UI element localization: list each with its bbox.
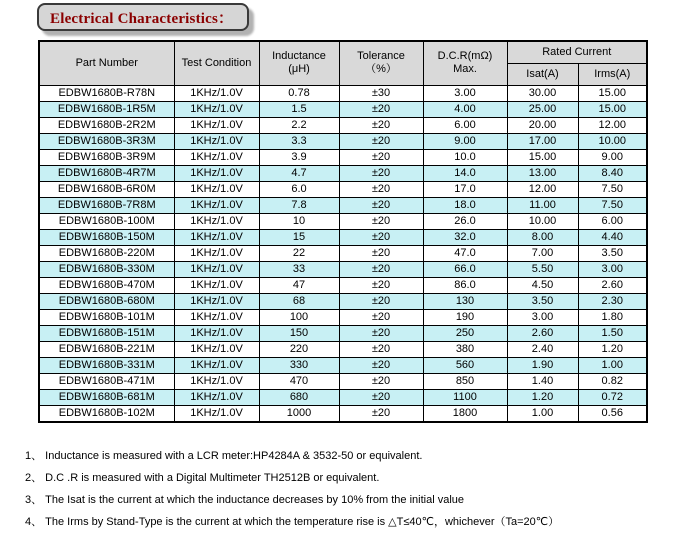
- table-row: [39, 85, 647, 101]
- cell-tolerance: ±20: [339, 373, 423, 389]
- cell-tolerance: ±20: [339, 341, 423, 357]
- cell-dcr-max: 1100: [423, 389, 507, 405]
- header-rated-current: Rated Current: [507, 41, 647, 63]
- cell-part-number: EDBW1680B-100M: [39, 213, 174, 229]
- cell-tolerance: ±20: [339, 325, 423, 341]
- table-row: [39, 245, 647, 261]
- cell-inductance: 1.5: [259, 101, 339, 117]
- table-row: [39, 293, 647, 309]
- table-row: [39, 133, 647, 149]
- cell-dcr-max: 17.0: [423, 181, 507, 197]
- cell-part-number: EDBW1680B-680M: [39, 293, 174, 309]
- header-tolerance: [339, 41, 423, 85]
- cell-test-condition: 1KHz/1.0V: [174, 149, 259, 165]
- electrical-characteristics-table: [38, 40, 648, 423]
- header-inductance-line1: Inductance: [272, 50, 326, 63]
- cell-test-condition: 1KHz/1.0V: [174, 117, 259, 133]
- cell-inductance: 7.8: [259, 197, 339, 213]
- cell-dcr-max: 850: [423, 373, 507, 389]
- header-row-1: [39, 41, 647, 63]
- cell-irms: 2.60: [578, 277, 647, 293]
- cell-tolerance: ±30: [339, 85, 423, 101]
- cell-isat: 1.00: [507, 405, 578, 422]
- cell-irms: 4.40: [578, 229, 647, 245]
- cell-inductance: 4.7: [259, 165, 339, 181]
- cell-test-condition: 1KHz/1.0V: [174, 357, 259, 373]
- cell-inductance: 47: [259, 277, 339, 293]
- cell-part-number: EDBW1680B-102M: [39, 405, 174, 422]
- table-row: [39, 229, 647, 245]
- cell-irms: 1.50: [578, 325, 647, 341]
- cell-dcr-max: 130: [423, 293, 507, 309]
- cell-test-condition: 1KHz/1.0V: [174, 181, 259, 197]
- table-row: [39, 357, 647, 373]
- table-row: [39, 341, 647, 357]
- table-row: [39, 277, 647, 293]
- cell-tolerance: ±20: [339, 389, 423, 405]
- table-row: [39, 405, 647, 422]
- footnotes: [25, 445, 665, 533]
- cell-isat: 1.90: [507, 357, 578, 373]
- cell-part-number: EDBW1680B-3R9M: [39, 149, 174, 165]
- cell-test-condition: 1KHz/1.0V: [174, 261, 259, 277]
- cell-isat: 15.00: [507, 149, 578, 165]
- table-row: [39, 213, 647, 229]
- cell-part-number: EDBW1680B-7R8M: [39, 197, 174, 213]
- cell-irms: 3.50: [578, 245, 647, 261]
- cell-irms: 1.20: [578, 341, 647, 357]
- cell-dcr-max: 14.0: [423, 165, 507, 181]
- cell-dcr-max: 26.0: [423, 213, 507, 229]
- cell-isat: 13.00: [507, 165, 578, 181]
- cell-irms: 3.00: [578, 261, 647, 277]
- cell-inductance: 330: [259, 357, 339, 373]
- cell-isat: 1.20: [507, 389, 578, 405]
- table-row: [39, 117, 647, 133]
- cell-dcr-max: 18.0: [423, 197, 507, 213]
- cell-isat: 20.00: [507, 117, 578, 133]
- cell-test-condition: 1KHz/1.0V: [174, 293, 259, 309]
- cell-test-condition: 1KHz/1.0V: [174, 165, 259, 181]
- cell-isat: 2.60: [507, 325, 578, 341]
- cell-part-number: EDBW1680B-R78N: [39, 85, 174, 101]
- cell-irms: 8.40: [578, 165, 647, 181]
- cell-tolerance: ±20: [339, 181, 423, 197]
- footnote-1: 1、 Inductance is measured with a LCR meter:HP4284A & 3532-50 or equivalent.: [25, 450, 423, 462]
- table-header: [39, 41, 647, 85]
- header-dcr: [423, 41, 507, 85]
- cell-inductance: 33: [259, 261, 339, 277]
- cell-irms: 12.00: [578, 117, 647, 133]
- cell-part-number: EDBW1680B-331M: [39, 357, 174, 373]
- cell-test-condition: 1KHz/1.0V: [174, 213, 259, 229]
- header-irms: Irms(A): [578, 63, 647, 85]
- table-row: [39, 309, 647, 325]
- cell-inductance: 68: [259, 293, 339, 309]
- cell-part-number: EDBW1680B-2R2M: [39, 117, 174, 133]
- cell-test-condition: 1KHz/1.0V: [174, 101, 259, 117]
- cell-isat: 8.00: [507, 229, 578, 245]
- cell-part-number: EDBW1680B-6R0M: [39, 181, 174, 197]
- cell-part-number: EDBW1680B-4R7M: [39, 165, 174, 181]
- cell-isat: 4.50: [507, 277, 578, 293]
- cell-tolerance: ±20: [339, 213, 423, 229]
- cell-tolerance: ±20: [339, 277, 423, 293]
- cell-tolerance: ±20: [339, 101, 423, 117]
- cell-irms: 1.80: [578, 309, 647, 325]
- cell-tolerance: ±20: [339, 293, 423, 309]
- cell-dcr-max: 250: [423, 325, 507, 341]
- cell-isat: 7.00: [507, 245, 578, 261]
- cell-test-condition: 1KHz/1.0V: [174, 309, 259, 325]
- cell-inductance: 2.2: [259, 117, 339, 133]
- cell-test-condition: 1KHz/1.0V: [174, 197, 259, 213]
- cell-inductance: 1000: [259, 405, 339, 422]
- cell-inductance: 15: [259, 229, 339, 245]
- cell-isat: 25.00: [507, 101, 578, 117]
- cell-part-number: EDBW1680B-220M: [39, 245, 174, 261]
- cell-part-number: EDBW1680B-150M: [39, 229, 174, 245]
- cell-inductance: 0.78: [259, 85, 339, 101]
- cell-irms: 7.50: [578, 197, 647, 213]
- section-title: Electrical Characteristics：: [50, 10, 234, 27]
- cell-tolerance: ±20: [339, 309, 423, 325]
- footnote-3: 3、 The Isat is the current at which the inductance decreases by 10% from the initial value: [25, 494, 465, 506]
- table-row: [39, 197, 647, 213]
- cell-isat: 3.00: [507, 309, 578, 325]
- cell-part-number: EDBW1680B-330M: [39, 261, 174, 277]
- cell-isat: 5.50: [507, 261, 578, 277]
- cell-isat: 1.40: [507, 373, 578, 389]
- header-part-number: Part Number: [39, 41, 174, 85]
- cell-inductance: 22: [259, 245, 339, 261]
- table-row: [39, 325, 647, 341]
- cell-part-number: EDBW1680B-471M: [39, 373, 174, 389]
- cell-irms: 1.00: [578, 357, 647, 373]
- cell-tolerance: ±20: [339, 133, 423, 149]
- cell-isat: 10.00: [507, 213, 578, 229]
- footnote-2: 2、 D.C .R is measured with a Digital Multimeter TH2512B or equivalent.: [25, 472, 380, 484]
- header-test-condition: Test Condition: [174, 41, 259, 85]
- section-title-box: [37, 3, 249, 31]
- cell-inductance: 470: [259, 373, 339, 389]
- cell-irms: 15.00: [578, 101, 647, 117]
- header-inductance-line2: (μH): [288, 63, 310, 76]
- cell-dcr-max: 560: [423, 357, 507, 373]
- footnote-4: 4、 The Irms by Stand-Type is the current at which the temperature rise is △T≤40℃，whichever（Ta=20℃）: [25, 516, 560, 528]
- cell-irms: 15.00: [578, 85, 647, 101]
- cell-isat: 2.40: [507, 341, 578, 357]
- header-dcr-line1: D.C.R(mΩ): [437, 50, 493, 63]
- cell-dcr-max: 10.0: [423, 149, 507, 165]
- header-tolerance-line2: （%）: [365, 63, 397, 76]
- cell-irms: 6.00: [578, 213, 647, 229]
- cell-inductance: 150: [259, 325, 339, 341]
- cell-dcr-max: 380: [423, 341, 507, 357]
- table-row: [39, 181, 647, 197]
- cell-irms: 7.50: [578, 181, 647, 197]
- cell-tolerance: ±20: [339, 229, 423, 245]
- cell-inductance: 680: [259, 389, 339, 405]
- cell-isat: 17.00: [507, 133, 578, 149]
- cell-dcr-max: 1800: [423, 405, 507, 422]
- cell-tolerance: ±20: [339, 197, 423, 213]
- cell-dcr-max: 4.00: [423, 101, 507, 117]
- cell-dcr-max: 3.00: [423, 85, 507, 101]
- header-tolerance-line1: Tolerance: [357, 50, 405, 63]
- cell-dcr-max: 47.0: [423, 245, 507, 261]
- cell-tolerance: ±20: [339, 149, 423, 165]
- cell-dcr-max: 6.00: [423, 117, 507, 133]
- cell-isat: 11.00: [507, 197, 578, 213]
- cell-irms: 2.30: [578, 293, 647, 309]
- cell-dcr-max: 86.0: [423, 277, 507, 293]
- cell-test-condition: 1KHz/1.0V: [174, 389, 259, 405]
- cell-test-condition: 1KHz/1.0V: [174, 277, 259, 293]
- cell-tolerance: ±20: [339, 165, 423, 181]
- cell-inductance: 6.0: [259, 181, 339, 197]
- table-row: [39, 373, 647, 389]
- cell-irms: 10.00: [578, 133, 647, 149]
- cell-test-condition: 1KHz/1.0V: [174, 133, 259, 149]
- cell-inductance: 220: [259, 341, 339, 357]
- table-row: [39, 149, 647, 165]
- cell-test-condition: 1KHz/1.0V: [174, 325, 259, 341]
- header-inductance: [259, 41, 339, 85]
- cell-dcr-max: 190: [423, 309, 507, 325]
- table-row: [39, 101, 647, 117]
- cell-test-condition: 1KHz/1.0V: [174, 85, 259, 101]
- cell-part-number: EDBW1680B-1R5M: [39, 101, 174, 117]
- cell-part-number: EDBW1680B-470M: [39, 277, 174, 293]
- table-row: [39, 389, 647, 405]
- cell-irms: 0.82: [578, 373, 647, 389]
- cell-inductance: 3.9: [259, 149, 339, 165]
- header-isat: Isat(A): [507, 63, 578, 85]
- cell-part-number: EDBW1680B-3R3M: [39, 133, 174, 149]
- cell-dcr-max: 66.0: [423, 261, 507, 277]
- table-body: [39, 85, 647, 422]
- cell-isat: 12.00: [507, 181, 578, 197]
- header-dcr-line2: Max.: [453, 63, 477, 76]
- cell-inductance: 10: [259, 213, 339, 229]
- cell-irms: 0.56: [578, 405, 647, 422]
- cell-tolerance: ±20: [339, 405, 423, 422]
- cell-irms: 0.72: [578, 389, 647, 405]
- cell-dcr-max: 32.0: [423, 229, 507, 245]
- cell-test-condition: 1KHz/1.0V: [174, 373, 259, 389]
- cell-inductance: 3.3: [259, 133, 339, 149]
- cell-tolerance: ±20: [339, 357, 423, 373]
- cell-part-number: EDBW1680B-681M: [39, 389, 174, 405]
- cell-inductance: 100: [259, 309, 339, 325]
- cell-tolerance: ±20: [339, 245, 423, 261]
- cell-part-number: EDBW1680B-101M: [39, 309, 174, 325]
- cell-part-number: EDBW1680B-151M: [39, 325, 174, 341]
- cell-test-condition: 1KHz/1.0V: [174, 341, 259, 357]
- cell-tolerance: ±20: [339, 261, 423, 277]
- cell-test-condition: 1KHz/1.0V: [174, 405, 259, 422]
- cell-irms: 9.00: [578, 149, 647, 165]
- table-row: [39, 261, 647, 277]
- cell-tolerance: ±20: [339, 117, 423, 133]
- table-row: [39, 165, 647, 181]
- cell-test-condition: 1KHz/1.0V: [174, 245, 259, 261]
- cell-dcr-max: 9.00: [423, 133, 507, 149]
- cell-test-condition: 1KHz/1.0V: [174, 229, 259, 245]
- cell-part-number: EDBW1680B-221M: [39, 341, 174, 357]
- cell-isat: 30.00: [507, 85, 578, 101]
- cell-isat: 3.50: [507, 293, 578, 309]
